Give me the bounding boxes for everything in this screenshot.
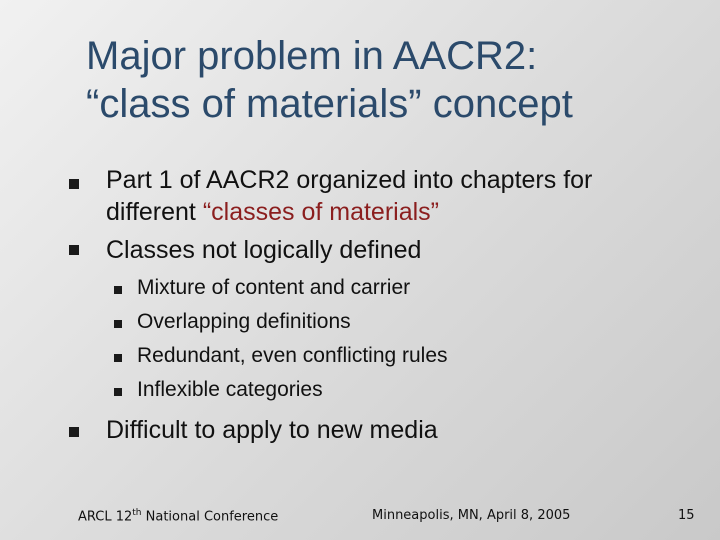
sub-bullet-square-icon (113, 353, 125, 365)
bullet-square-icon (68, 426, 86, 444)
sub-bullet-square-icon (113, 285, 125, 297)
sub-bullet-1-text: Mixture of content and carrier (137, 276, 411, 299)
sub-bullet-square-icon (113, 319, 125, 331)
slide-title (86, 32, 706, 128)
sub-bullet-4-text: Inflexible categories (137, 378, 323, 401)
sub-bullet-2-text: Overlapping definitions (137, 310, 351, 333)
bullet-square-icon (68, 178, 86, 196)
footer-location-date: Minneapolis, MN, April 8, 2005 (372, 508, 571, 523)
bullet-1-line-1: Part 1 of AACR2 organized into chapters for (106, 166, 593, 194)
title-line-2: “class of materials” concept (86, 82, 573, 126)
footer-conference-suffix: National Conference (141, 509, 279, 525)
sub-bullet-square-icon (113, 387, 125, 399)
page-number: 15 (678, 508, 695, 523)
title-line-1: Major problem in AACR2: (86, 34, 538, 78)
sub-bullet-3-text: Redundant, even conflicting rules (137, 344, 448, 367)
bullet-3-text: Difficult to apply to new media (106, 416, 438, 444)
footer-conference-sup: th (132, 508, 142, 518)
bullet-1-accent-text: “classes of materials” (202, 198, 439, 226)
footer-conference-prefix: ARCL 12 (78, 509, 133, 525)
bullet-1-line-2 (106, 194, 439, 230)
footer-conference (78, 508, 278, 524)
bullet-square-icon (68, 244, 86, 262)
bullet-2-text: Classes not logically defined (106, 236, 422, 264)
bullet-1-prefix: different (106, 198, 203, 226)
